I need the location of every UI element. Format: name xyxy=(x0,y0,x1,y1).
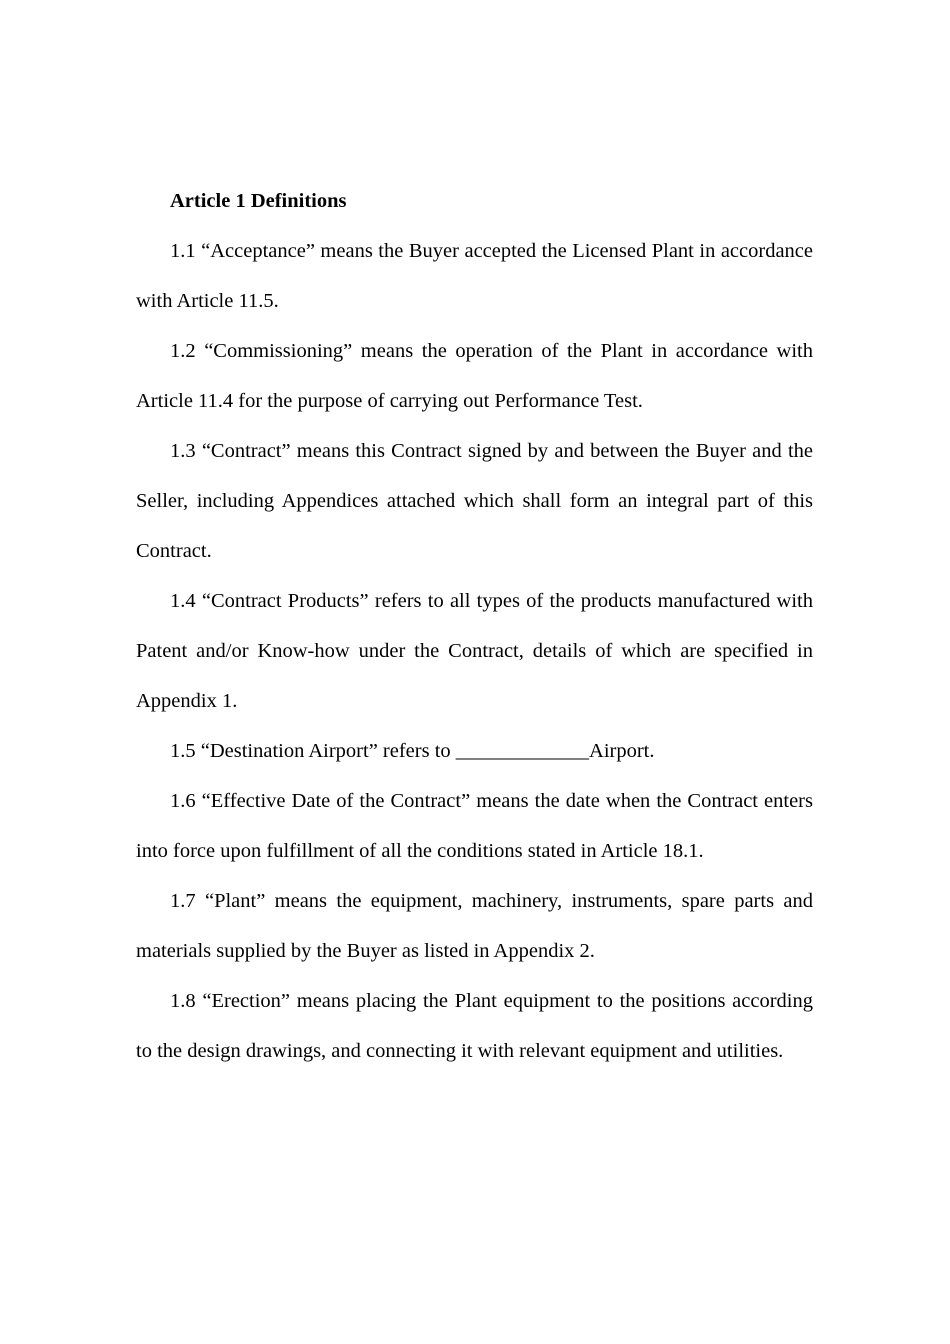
document-body xyxy=(136,176,813,1076)
article-heading: Article 1 Definitions xyxy=(170,190,347,212)
definition-plant: 1.7 “Plant” means the equipment, machinery, instruments, spare parts and materials supplied by the Buyer as listed in Appendix 2. xyxy=(136,890,813,962)
definition-effective-date: 1.6 “Effective Date of the Contract” means the date when the Contract enters into force upon fulfillment of all the conditions stated in Article 18.1. xyxy=(136,790,813,862)
definition-commissioning: 1.2 “Commissioning” means the operation of the Plant in accordance with Article 11.4 for the purpose of carrying out Performance Test. xyxy=(136,340,813,412)
definition-contract-products: 1.4 “Contract Products” refers to all types of the products manufactured with Patent and/or Know-how under the Contract, details of which are specified in Appendix 1. xyxy=(136,590,813,712)
definition-acceptance: 1.1 “Acceptance” means the Buyer accepted the Licensed Plant in accordance with Article 11.5. xyxy=(136,240,813,312)
definition-destination-airport: 1.5 “Destination Airport” refers to _____________Airport. xyxy=(170,740,655,762)
definition-contract: 1.3 “Contract” means this Contract signed by and between the Buyer and the Seller, including Appendices attached which shall form an integral part of this Contract. xyxy=(136,440,813,562)
definition-erection: 1.8 “Erection” means placing the Plant equipment to the positions according to the design drawings, and connecting it with relevant equipment and utilities. xyxy=(136,990,813,1062)
